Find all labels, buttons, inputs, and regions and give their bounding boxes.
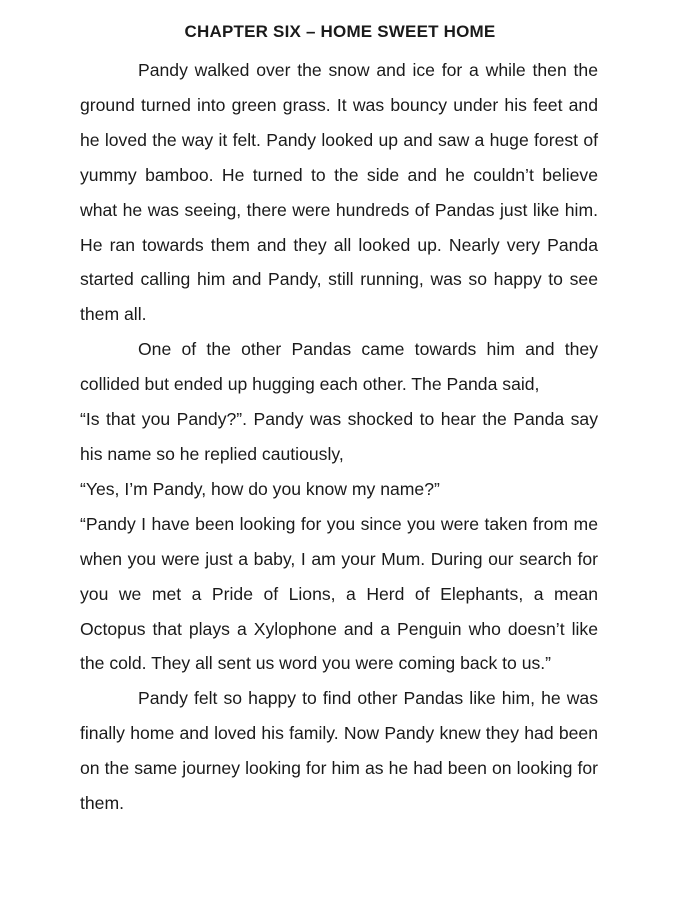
paragraph: One of the other Pandas came towards him and they collided but ended up hugging each other. The Panda said, (80, 339, 598, 395)
paragraph: Pandy walked over the snow and ice for a while then the ground turned into green grass. It was bouncy under his feet and he loved the way it felt. Pandy looked up and saw a huge forest of yummy bamboo. He turned to the side and he couldn’t believe what he was seeing, there were hundreds of Pandas just like him. He ran towards them and they all looked up. Nearly very Panda started calling him and Pandy, still running, was so happy to see them all. (80, 60, 598, 325)
paragraph: “Yes, I’m Pandy, how do you know my name?” (80, 478, 440, 499)
paragraph: “Pandy I have been looking for you since you were taken from me when you were just a baby, I am your Mum. During our search for you we met a Pride of Lions, a Herd of Elephants, a mean Octopus that plays a Xylophone and a Penguin who doesn’t like the cold. They all sent us word you were coming back to us.” (80, 513, 598, 674)
paragraph: Pandy felt so happy to find other Pandas like him, he was finally home and loved his family. Now Pandy knew they had been on the same journey looking for him as he had been on looking for them. (80, 688, 598, 814)
chapter-title: CHAPTER SIX – HOME SWEET HOME (184, 22, 496, 41)
story-body (80, 53, 598, 821)
paragraph: “Is that you Pandy?”. Pandy was shocked to hear the Panda say his name so he replied cautiously, (80, 409, 598, 464)
